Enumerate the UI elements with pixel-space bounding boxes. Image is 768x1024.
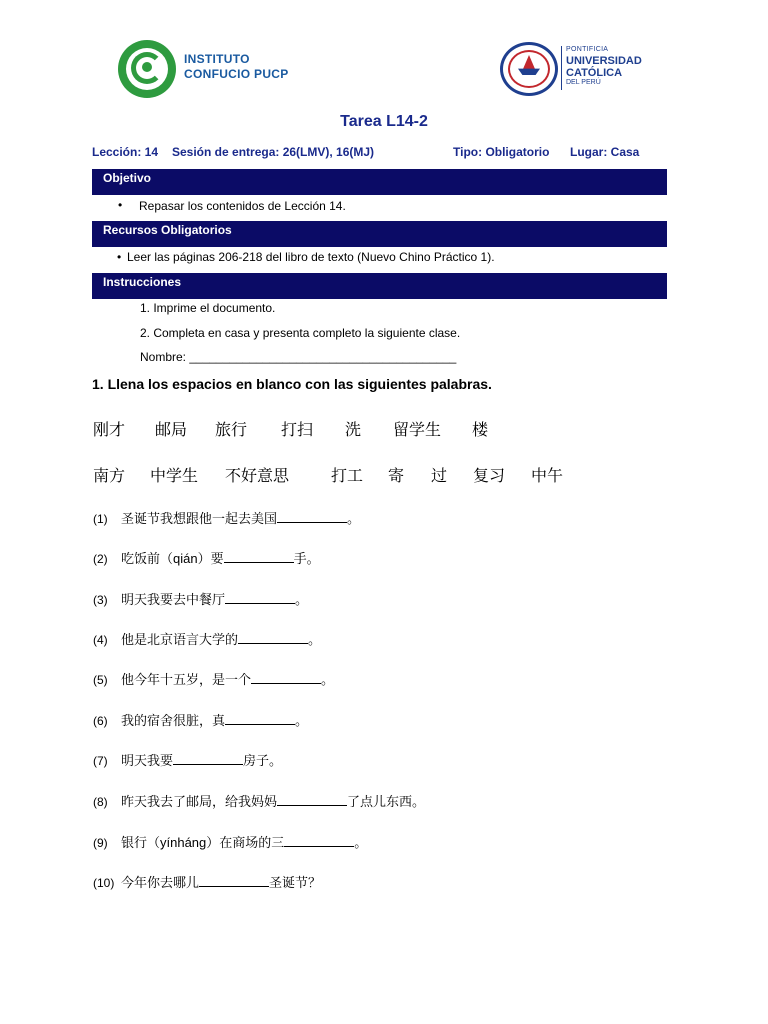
answer-blank[interactable] bbox=[173, 752, 243, 765]
confucio-emblem-icon bbox=[118, 40, 176, 98]
exercise-sentence bbox=[93, 872, 321, 891]
sentence-text: 圣诞节我想跟他一起去美国 bbox=[121, 511, 278, 526]
meta-lugar: Lugar: Casa bbox=[570, 145, 640, 159]
bullet-icon: • bbox=[117, 250, 122, 264]
answer-blank[interactable] bbox=[224, 550, 294, 563]
meta-leccion: Lección: 14 bbox=[92, 145, 159, 159]
pucp-logo bbox=[500, 40, 660, 100]
exercise-sentence bbox=[93, 710, 308, 729]
sentence-number: (1) bbox=[93, 512, 108, 526]
exercise-heading: 1. Llena los espacios en blanco con las siguientes palabras. bbox=[92, 376, 492, 392]
sentence-text: 了点儿东西。 bbox=[347, 794, 426, 809]
sentence-text: 我的宿舍很脏，真 bbox=[121, 713, 226, 728]
sentence-number: (6) bbox=[93, 714, 108, 728]
sentence-text: 。 bbox=[295, 592, 309, 607]
sentence-text: 手。 bbox=[293, 551, 320, 566]
exercise-sentence bbox=[93, 548, 320, 567]
section-bar-objetivo: Objetivo bbox=[92, 169, 667, 195]
word-bank-item: 中午 bbox=[531, 468, 564, 485]
sentence-text: 昨天我去了邮局，给我妈妈 bbox=[121, 794, 278, 809]
word-bank-item: 洗 bbox=[345, 422, 362, 439]
answer-blank[interactable] bbox=[225, 591, 295, 604]
pucp-seal-icon bbox=[500, 42, 558, 96]
word-bank-item: 中学生 bbox=[150, 468, 199, 485]
sentence-text: 房子。 bbox=[243, 753, 283, 768]
answer-blank[interactable] bbox=[251, 671, 321, 684]
sentence-number: (8) bbox=[93, 795, 108, 809]
exercise-sentence bbox=[93, 508, 360, 527]
logo-right-line4: DEL PERÚ bbox=[566, 79, 601, 86]
sentence-number: (9) bbox=[93, 836, 108, 850]
confucio-logo bbox=[118, 40, 298, 100]
sentence-number: (5) bbox=[93, 673, 108, 687]
nombre-field: Nombre: ________________________________________ bbox=[140, 350, 457, 364]
word-bank-item: 旅行 bbox=[215, 422, 248, 439]
sentence-number: (3) bbox=[93, 593, 108, 607]
answer-blank[interactable] bbox=[277, 510, 347, 523]
exercise-sentence bbox=[93, 589, 308, 608]
answer-blank[interactable] bbox=[199, 874, 269, 887]
word-bank-item: 刚才 bbox=[93, 422, 126, 439]
recursos-item: Leer las páginas 206-218 del libro de texto (Nuevo Chino Práctico 1). bbox=[127, 250, 495, 264]
sentence-text: 今年你去哪儿 bbox=[121, 875, 200, 890]
sentence-text: 。 bbox=[295, 713, 309, 728]
exercise-sentence bbox=[93, 629, 321, 648]
sentence-text: 银行（yínháng）在商场的三 bbox=[121, 835, 285, 850]
objetivo-item: Repasar los contenidos de Lección 14. bbox=[139, 199, 346, 213]
word-bank-item: 楼 bbox=[472, 422, 489, 439]
answer-blank[interactable] bbox=[238, 631, 308, 644]
page-title: Tarea L14-2 bbox=[340, 113, 428, 130]
sentence-text: 圣诞节？ bbox=[269, 875, 322, 890]
word-bank-item: 复习 bbox=[473, 468, 506, 485]
meta-sesion: Sesión de entrega: 26(LMV), 16(MJ) bbox=[172, 145, 375, 159]
sentence-text: 明天我要 bbox=[121, 753, 174, 768]
logo-divider bbox=[561, 46, 562, 90]
word-bank-item: 打扫 bbox=[281, 422, 314, 439]
exercise-sentence bbox=[93, 832, 367, 851]
word-bank-item: 邮局 bbox=[155, 422, 188, 439]
word-bank-item: 南方 bbox=[93, 468, 126, 485]
sentence-text: 明天我要去中餐厅 bbox=[121, 592, 226, 607]
sentence-text: 他是北京语言大学的 bbox=[121, 632, 239, 647]
word-bank-item: 过 bbox=[431, 468, 448, 485]
word-bank-item: 寄 bbox=[388, 468, 405, 485]
exercise-sentence bbox=[93, 791, 425, 810]
instruccion-item: 1. Imprime el documento. bbox=[140, 301, 276, 315]
exercise-sentence bbox=[93, 669, 334, 688]
answer-blank[interactable] bbox=[284, 834, 354, 847]
logo-right-line1: PONTIFICIA bbox=[566, 46, 609, 53]
word-bank-item: 不好意思 bbox=[225, 468, 290, 485]
instruccion-item: 2. Completa en casa y presenta completo la siguiente clase. bbox=[140, 326, 461, 340]
section-bar-recursos: Recursos Obligatorios bbox=[92, 221, 667, 247]
sentence-text: 。 bbox=[321, 672, 335, 687]
sentence-number: (2) bbox=[93, 552, 108, 566]
sentence-number: (10) bbox=[93, 876, 115, 890]
sentence-text: 。 bbox=[308, 632, 322, 647]
section-bar-instrucciones: Instrucciones bbox=[92, 273, 667, 299]
sentence-text: 。 bbox=[354, 835, 368, 850]
logo-left-line2: CONFUCIO PUCP bbox=[184, 67, 289, 81]
sentence-text: 他今年十五岁，是一个 bbox=[121, 672, 252, 687]
sentence-number: (7) bbox=[93, 754, 108, 768]
bullet-icon: • bbox=[118, 198, 123, 212]
word-bank-item: 留学生 bbox=[393, 422, 442, 439]
sentence-text: 吃饭前（qián）要 bbox=[121, 551, 224, 566]
logo-right-line2: UNIVERSIDAD bbox=[566, 55, 642, 67]
word-bank-item: 打工 bbox=[331, 468, 364, 485]
answer-blank[interactable] bbox=[277, 793, 347, 806]
exercise-sentence bbox=[93, 750, 282, 769]
sentence-text: 。 bbox=[347, 511, 361, 526]
logo-right-line3: CATÓLICA bbox=[566, 67, 623, 79]
sentence-number: (4) bbox=[93, 633, 108, 647]
answer-blank[interactable] bbox=[225, 712, 295, 725]
meta-tipo: Tipo: Obligatorio bbox=[453, 145, 550, 159]
logo-left-line1: INSTITUTO bbox=[184, 52, 250, 66]
